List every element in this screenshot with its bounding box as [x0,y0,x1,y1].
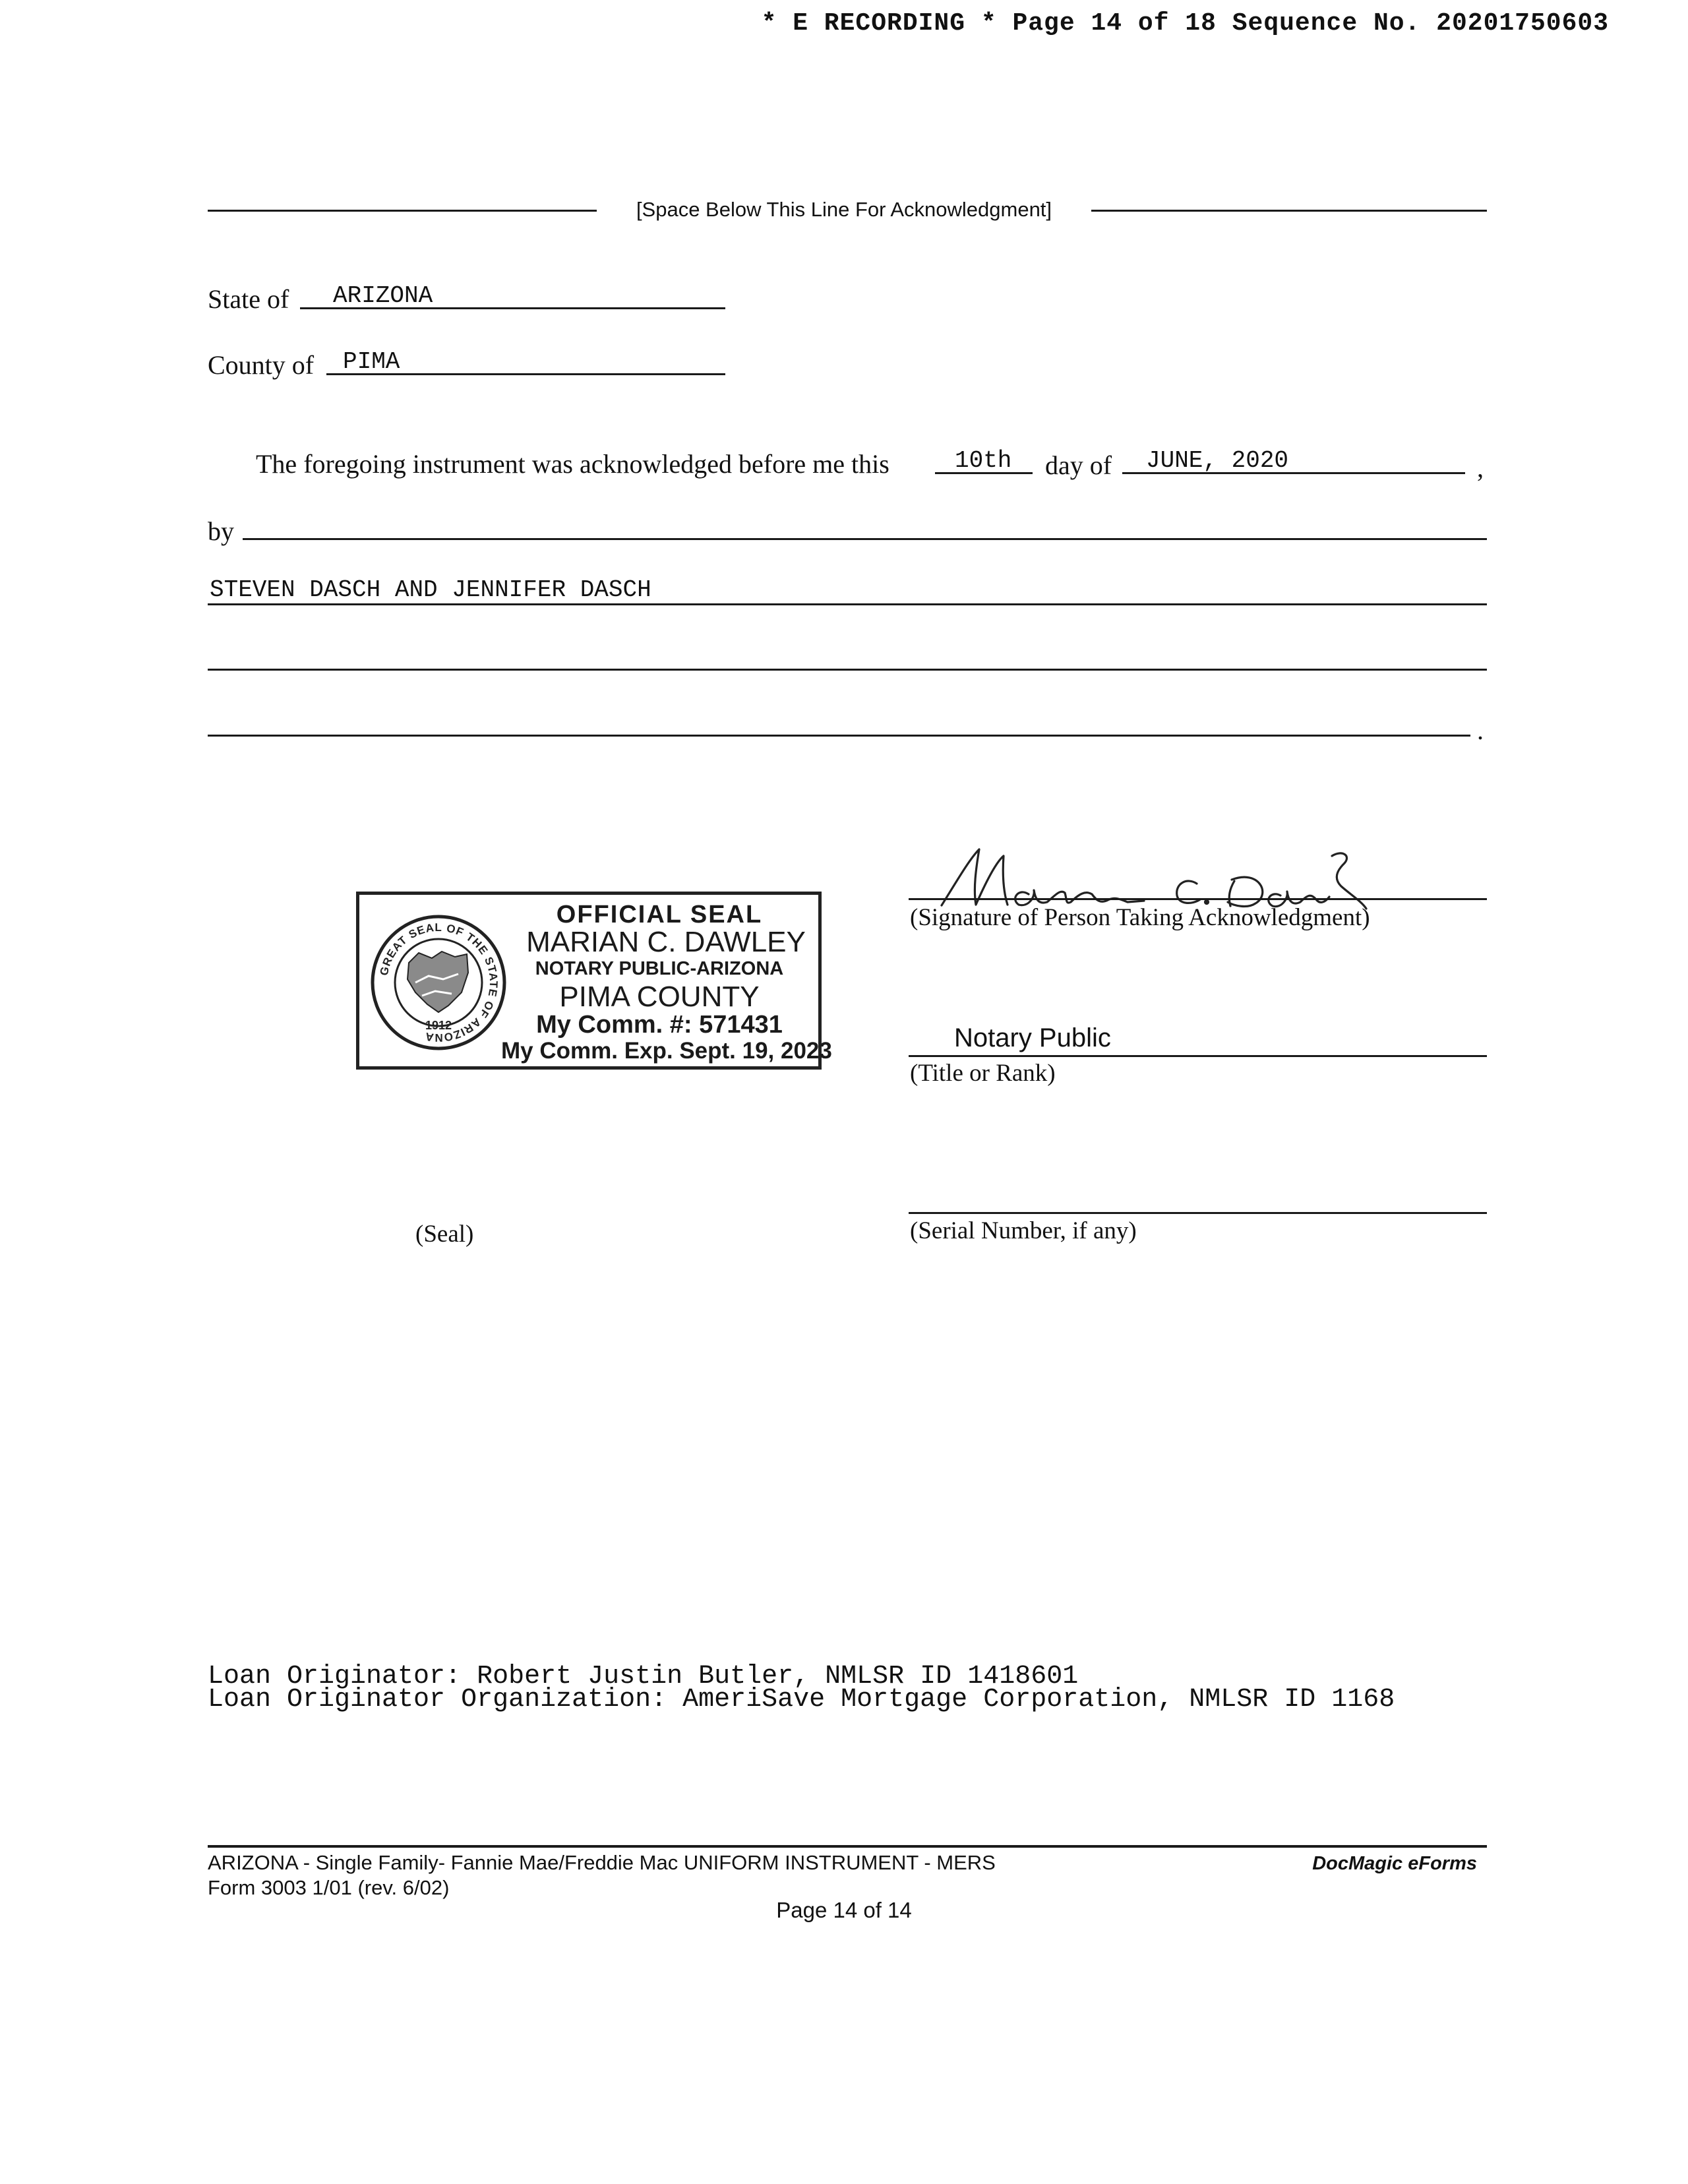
trailing-comma: , [1477,453,1484,483]
day-underline [935,472,1033,474]
signature-caption: (Signature of Person Taking Acknowledgment) [910,904,1370,931]
serial-number-line [909,1212,1487,1214]
loan-originator-organization-line: Loan Originator Organization: AmeriSave Mortgage Corporation, NMLSR ID 1168 [208,1685,1395,1714]
state-underline [300,307,725,309]
seal-commission-expiry: My Comm. Exp. Sept. 19, 2023 [501,1038,832,1064]
title-line [909,1055,1487,1057]
blank-line-2 [208,735,1470,737]
day-of-label: day of [1045,450,1112,480]
county-label: County of [208,350,315,380]
title-caption: (Title or Rank) [910,1060,1056,1087]
acknowledgment-sentence: The foregoing instrument was acknowledged before me this [256,449,889,479]
seal-notary-name: MARIAN C. DAWLEY [526,926,806,958]
notary-title-value: Notary Public [954,1023,1111,1052]
footer-form-title: ARIZONA - Single Family- Fannie Mae/Freddie Mac UNIFORM INSTRUMENT - MERS [208,1851,996,1874]
seal-county: PIMA COUNTY [559,981,760,1013]
seal-emblem-year: 1912 [425,1019,452,1032]
day-value: 10th [955,447,1012,474]
footer-rule [208,1845,1487,1848]
by-value-underline [208,603,1487,605]
state-label: State of [208,284,289,314]
seal-emblem-ring-text: GREAT SEAL OF THE STATE OF ARIZONA [377,921,500,1045]
county-value: PIMA [343,348,400,375]
closing-period: . [1477,715,1484,745]
state-value: ARIZONA [333,282,433,309]
acknowledgment-caption: [Space Below This Line For Acknowledgment] [636,198,1052,221]
county-underline [326,373,725,375]
footer-form-number: Form 3003 1/01 (rev. 6/02) [208,1876,450,1899]
by-label: by [208,516,234,546]
footer-form-info [208,1850,996,1900]
loan-originator-line: Loan Originator: Robert Justin Butler, NMLSR ID 1418601 [208,1662,1079,1691]
blank-line-1 [208,669,1487,671]
footer-page-number: Page 14 of 14 [776,1898,912,1922]
seal-notary-public-state: NOTARY PUBLIC-ARIZONA [535,958,784,979]
month-year-underline [1122,472,1465,474]
docmagic-brand-logo: DocMagic eForms [1312,1853,1477,1874]
arizona-state-seal-emblem [369,913,508,1052]
caption-rule-right [1091,210,1487,212]
month-year-value: JUNE, 2020 [1146,447,1289,474]
recording-stamp: * E RECORDING * Page 14 of 18 Sequence No. 20201750603 [761,9,1609,38]
seal-title: OFFICIAL SEAL [556,901,763,928]
seal-commission-number: My Comm. #: 571431 [536,1011,783,1039]
by-underline [243,538,1487,540]
by-value: STEVEN DASCH AND JENNIFER DASCH [210,576,651,603]
seal-caption: (Seal) [415,1221,474,1248]
signature-line [909,898,1487,900]
serial-number-caption: (Serial Number, if any) [910,1217,1137,1244]
